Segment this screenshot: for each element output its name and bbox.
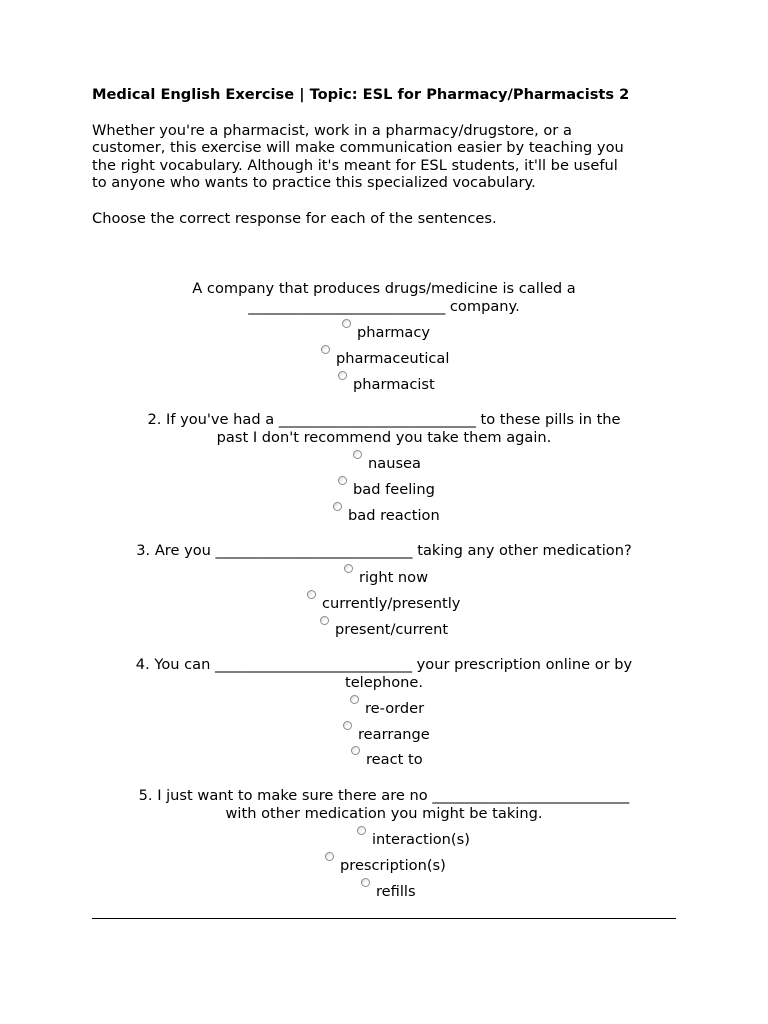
intro-line: Whether you're a pharmacist, work in a pharmacy/drugstore, or a [92,122,572,139]
option-label: pharmacist [353,376,435,393]
option-label: rearrange [358,726,430,743]
option-label: pharmaceutical [336,350,450,367]
option-label: prescription(s) [340,857,446,874]
intro-line: customer, this exercise will make communication easier by teaching you [92,139,624,157]
option-label: bad feeling [353,481,435,498]
radio-button[interactable] [357,826,366,835]
radio-button[interactable] [325,852,334,861]
radio-button[interactable] [351,746,360,755]
radio-button[interactable] [344,564,353,573]
radio-button[interactable] [353,450,362,459]
radio-button[interactable] [338,371,347,380]
question-text: 4. You can ___________________________ your prescription online or by [135,656,633,673]
bottom-divider [92,918,676,919]
question-text: 2. If you've had a ___________________________ to these pills in the [147,411,621,428]
option-label: pharmacy [357,324,431,341]
option-label: present/current [335,621,449,638]
option-label: refills [376,883,416,900]
question-text: ___________________________ company. [248,298,520,315]
radio-button[interactable] [343,721,352,730]
radio-button[interactable] [320,616,329,625]
radio-button[interactable] [361,878,370,887]
radio-button[interactable] [321,345,330,354]
question-text: 5. I just want to make sure there are no ___________________________ [138,787,630,804]
intro-line: to anyone who wants to practice this specialized vocabulary. [92,174,536,192]
option-label: right now [359,569,429,586]
radio-button[interactable] [338,476,347,485]
radio-button[interactable] [307,590,316,599]
question-text: 3. Are you ___________________________ taking any other medication? [136,542,632,559]
option-label: bad reaction [348,507,440,524]
question-text: telephone. [344,674,424,691]
radio-button[interactable] [350,695,359,704]
page-title: Medical English Exercise | Topic: ESL for Pharmacy/Pharmacists 2 [92,86,630,103]
option-label: interaction(s) [372,831,470,848]
option-label: react to [366,751,423,768]
radio-button[interactable] [333,502,342,511]
intro-paragraph [92,122,692,192]
instructions: Choose the correct response for each of the sentences. [92,210,497,227]
question-text: past I don't recommend you take them again. [216,429,552,446]
option-label: re-order [365,700,425,717]
option-label: nausea [368,455,421,472]
option-label: currently/presently [322,595,461,612]
question-text: A company that produces drugs/medicine is called a [192,280,576,297]
question-text: with other medication you might be taking. [225,805,543,822]
radio-button[interactable] [342,319,351,328]
intro-line: the right vocabulary. Although it's meant for ESL students, it'll be useful [92,156,618,174]
